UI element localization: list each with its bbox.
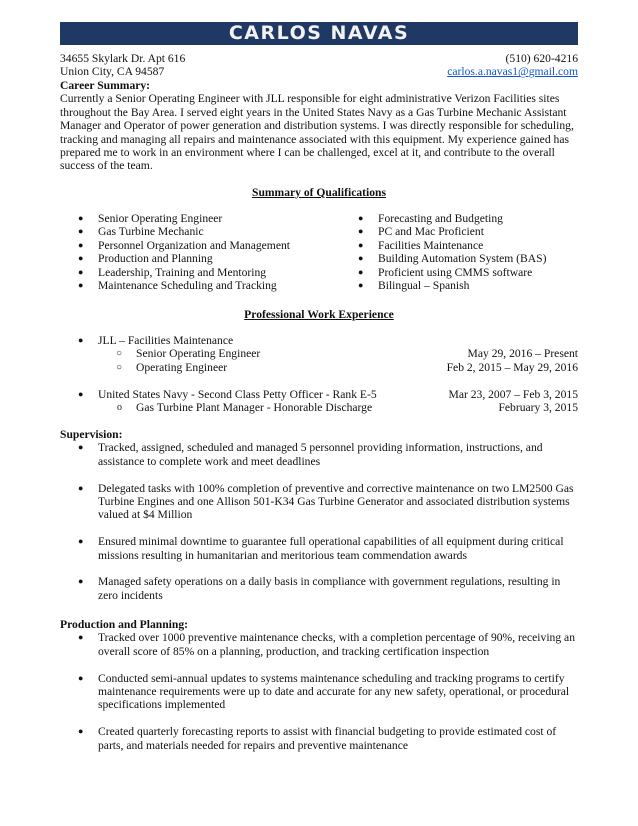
email-link[interactable]: carlos.a.navas1@gmail.com xyxy=(447,65,578,79)
list-item: ● PC and Mac Proficient xyxy=(340,225,578,238)
supervision-heading: Supervision: xyxy=(60,428,123,441)
address-line-2: Union City, CA 94587 xyxy=(60,65,165,79)
list-item: ● Production and Planning xyxy=(60,252,340,265)
phone-number: (510) 620-4216 xyxy=(505,52,578,65)
list-item: ● Proficient using CMMS software xyxy=(340,266,578,279)
supervision-section xyxy=(60,428,578,602)
career-summary xyxy=(60,79,578,173)
candidate-name: CARLOS NAVAS xyxy=(228,21,410,44)
production-heading: Production and Planning: xyxy=(60,618,188,631)
experience-heading: Professional Work Experience xyxy=(244,308,394,321)
list-item: ● Created quarterly forecasting reports to assist with financial budgeting to provide estimated cost of parts, and materials needed for repairs and preventive maintenance xyxy=(60,725,578,752)
list-item: ● Maintenance Scheduling and Tracking xyxy=(60,279,340,292)
list-item: ● Bilingual – Spanish xyxy=(340,279,578,292)
role-dates: Feb 2, 2015 – May 29, 2016 xyxy=(446,360,578,374)
list-item: ● Ensured minimal downtime to guarantee full operational capabilities of all equipment during critical missions resulting in humanitarian and meritorious team commendation awards xyxy=(60,535,578,562)
list-item: ● Leadership, Training and Mentoring xyxy=(60,266,340,279)
qualifications-heading: Summary of Qualifications xyxy=(252,186,386,199)
list-item: ● Managed safety operations on a daily basis in compliance with government regulations, resulting in zero incidents xyxy=(60,575,578,602)
contact-block xyxy=(60,52,578,79)
employer-dates: Mar 23, 2007 – Feb 3, 2015 xyxy=(448,387,578,401)
name-banner xyxy=(60,22,578,45)
employer-navy: ● United States Navy - Second Class Petty Officer - Rank E-5 xyxy=(60,388,377,401)
employer-jll: ● JLL – Facilities Maintenance xyxy=(60,334,233,347)
career-summary-text: Currently a Senior Operating Engineer with JLL responsible for eight administrative Verizon Facilities sites throughout the Bay Area. I served eight years in the United States Navy as a Gas Turbine Mechanic Assistant Manager and Operator of power generation and distribution systems. I was directly responsible for scheduling, tracking and managing all repairs and maintenance associated with this equipment. My experience gained has prepared me to work in an environment where I can be challenged, excel at it, and contribute to the overall success of the team. xyxy=(60,92,574,173)
qualifications-list xyxy=(60,212,578,292)
list-item: ● Delegated tasks with 100% completion of preventive and corrective maintenance on two LM2500 Gas Turbine Engines and one Allison 501-K34 Gas Turbine Generator and associated distribution systems valued at $4 Million xyxy=(60,482,578,522)
list-item: ● Conducted semi-annual updates to systems maintenance scheduling and tracking programs to certify maintenance requirements were up to date and accurate for any new safety, operational, or procedural specifications implemented xyxy=(60,672,578,712)
list-item: ● Facilities Maintenance xyxy=(340,239,578,252)
list-item: ● Tracked over 1000 preventive maintenance checks, with a completion percentage of 90%, receiving an overall score of 85% on a planning, production, and tracking certification inspection xyxy=(60,631,578,658)
role-operating-engineer: ○ Operating Engineer xyxy=(60,361,227,374)
role-senior-operating-engineer: ○ Senior Operating Engineer xyxy=(60,347,260,360)
list-item: ● Gas Turbine Mechanic xyxy=(60,225,340,238)
list-item: ● Forecasting and Budgeting xyxy=(340,212,578,225)
list-item: ● Senior Operating Engineer xyxy=(60,212,340,225)
role-dates: May 29, 2016 – Present xyxy=(467,347,578,361)
qualifications-right-column xyxy=(340,212,578,292)
qualifications-left-column xyxy=(60,212,340,292)
production-section xyxy=(60,618,578,752)
role-dates: February 3, 2015 xyxy=(498,400,578,414)
list-item: ● Tracked, assigned, scheduled and managed 5 personnel providing information, instructions, and assistance to complete work and meet deadlines xyxy=(60,441,578,468)
list-item: ● Building Automation System (BAS) xyxy=(340,252,578,265)
role-gas-turbine-plant-manager: o Gas Turbine Plant Manager - Honorable Discharge xyxy=(60,401,372,414)
career-summary-heading: Career Summary: xyxy=(60,79,151,92)
address-line-1: 34655 Skylark Dr. Apt 616 xyxy=(60,52,186,65)
experience-list xyxy=(60,334,578,414)
list-item: ● Personnel Organization and Management xyxy=(60,239,340,252)
